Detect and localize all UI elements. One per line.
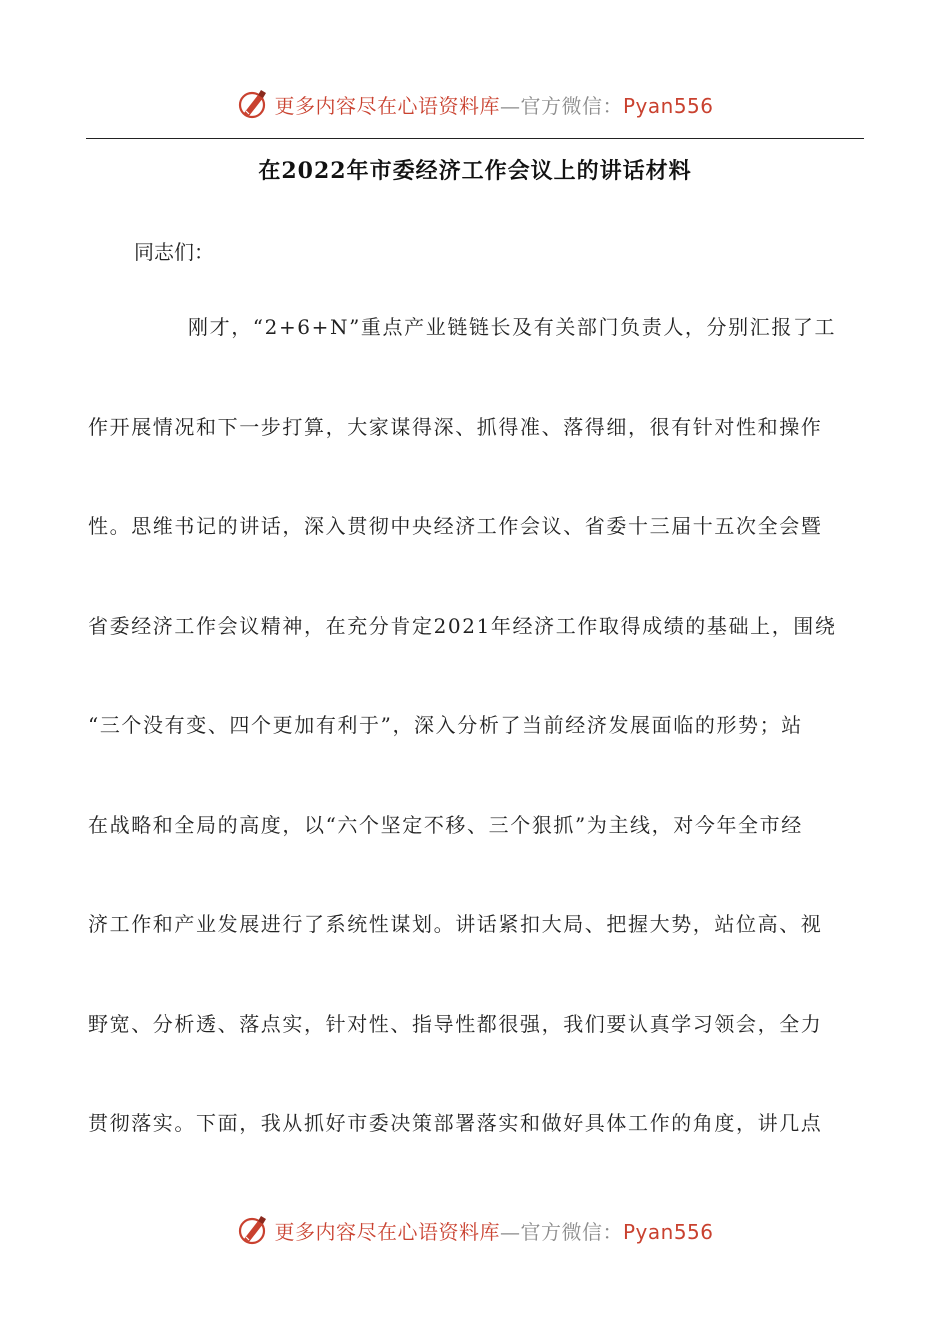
watermark-official-label: 官方微信： xyxy=(520,1219,623,1244)
watermark-official-label: 官方微信： xyxy=(520,93,623,118)
pen-logo-icon xyxy=(236,87,270,121)
pen-logo-icon xyxy=(236,1213,270,1247)
paragraph-line: 作开展情况和下一步打算，大家谋得深、抓得准、落得细，很有针对性和操作 xyxy=(88,414,823,439)
paragraph-line: 在战略和全局的高度，以“六个坚定不移、三个狠抓”为主线，对今年全市经 xyxy=(88,812,803,837)
header-divider xyxy=(86,138,864,139)
paragraph-line: 野宽、分析透、落点实，针对性、指导性都很强，我们要认真学习领会，全力 xyxy=(88,1011,823,1036)
header-watermark-banner xyxy=(0,82,950,126)
watermark-main-text: 更多内容尽在心语资料库 xyxy=(274,1219,500,1244)
watermark-text xyxy=(274,90,713,119)
footer-watermark-banner xyxy=(0,1208,950,1252)
salutation: 同志们： xyxy=(134,240,214,264)
watermark-separator: — xyxy=(499,1219,521,1244)
paragraph-line: 刚才，“2+6+N”重点产业链链长及有关部门负责人，分别汇报了工 xyxy=(188,315,837,339)
document-title: 在2022年市委经济工作会议上的讲话材料 xyxy=(258,158,692,184)
watermark-text xyxy=(274,1216,713,1245)
watermark-separator: — xyxy=(499,93,521,118)
paragraph-line: “三个没有变、四个更加有利于”，深入分析了当前经济发展面临的形势；站 xyxy=(88,713,803,737)
watermark-wechat-id: Pyan556 xyxy=(622,1219,714,1244)
body-paragraph xyxy=(88,304,848,1200)
watermark-main-text: 更多内容尽在心语资料库 xyxy=(274,93,500,118)
paragraph-line: 性。思维书记的讲话，深入贯彻中央经济工作会议、省委十三届十五次全会暨 xyxy=(88,514,823,538)
paragraph-line: 贯彻落实。下面，我从抓好市委决策部署落实和做好具体工作的角度，讲几点 xyxy=(88,1111,823,1135)
watermark-wechat-id: Pyan556 xyxy=(622,93,714,118)
paragraph-line: 济工作和产业发展进行了系统性谋划。讲话紧扣大局、把握大势，站位高、视 xyxy=(88,912,823,936)
paragraph-line: 省委经济工作会议精神，在充分肯定2021年经济工作取得成绩的基础上，围绕 xyxy=(88,613,837,638)
